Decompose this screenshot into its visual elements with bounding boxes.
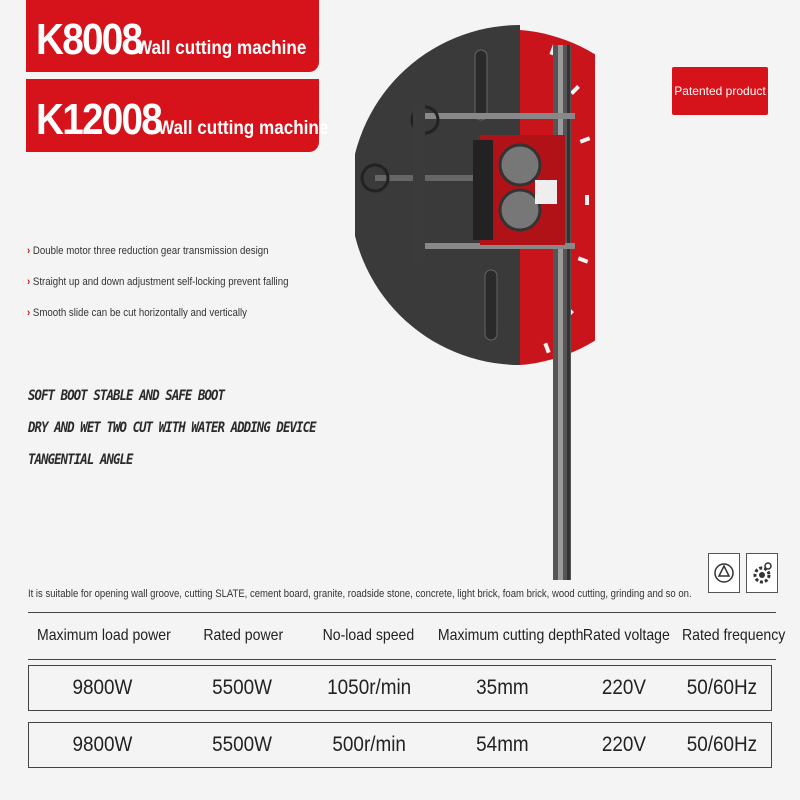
spec-value: 54mm [476, 733, 530, 756]
spec-value: 1050r/min [327, 676, 412, 699]
spec-value: 35mm [476, 676, 530, 699]
spec-value: 220V [602, 676, 647, 699]
gear-icon [746, 553, 778, 593]
spec-value: 500r/min [332, 733, 406, 756]
spec-header: Rated frequency [682, 627, 786, 644]
application-description: It is suitable for opening wall groove, cutting SLATE, cement board, granite, roadside stone, concrete, light brick, foam brick, wood cutting, grinding and so on. [28, 588, 692, 600]
highlight-item: DRY AND WET TWO CUT WITH WATER ADDING DEVICE [28, 420, 316, 436]
spec-value: 9800W [72, 676, 133, 699]
feature-item [27, 244, 288, 275]
spec-header: Maximum load power [37, 627, 171, 644]
feature-text: Smooth slide can be cut horizontally and vertically [32, 307, 248, 319]
spec-value: 9800W [72, 733, 133, 756]
spec-value: 50/60Hz [686, 733, 758, 756]
model-name: K8008 [36, 15, 142, 64]
feature-list [27, 244, 324, 337]
table-row [28, 665, 772, 711]
specs-header-row [28, 612, 786, 660]
patented-badge: Patented product [672, 67, 768, 115]
highlight-item: TANGENTIAL ANGLE [28, 452, 133, 468]
model-banner-k12008 [26, 79, 329, 152]
spec-header: Maximum cutting depth [438, 627, 584, 644]
highlight-item: SOFT BOOT STABLE AND SAFE BOOT [28, 388, 225, 404]
chevron-right-icon: › [27, 245, 31, 257]
spec-value: 5500W [211, 733, 272, 756]
model-name: K12008 [36, 95, 162, 144]
spec-header: Rated power [203, 627, 284, 644]
model-banner-k8008 [26, 0, 319, 72]
machine-label: Wall cutting machine [135, 38, 307, 59]
chevron-right-icon: › [27, 307, 31, 319]
feature-text: Straight up and down adjustment self-locking prevent falling [32, 276, 289, 288]
spec-value: 220V [602, 733, 647, 756]
chevron-right-icon: › [27, 276, 31, 288]
wall-cutting-machine-image [355, 25, 595, 585]
spec-header: No-load speed [323, 627, 415, 644]
highlight-list [28, 388, 355, 484]
feature-item [27, 306, 288, 337]
spec-value: 5500W [211, 676, 272, 699]
feature-text: Double motor three reduction gear transmission design [32, 245, 269, 257]
spec-header: Rated voltage [583, 627, 671, 644]
bell-icon [708, 553, 740, 593]
spec-value: 50/60Hz [686, 676, 758, 699]
feature-item [27, 275, 288, 306]
table-row [28, 722, 772, 768]
machine-label: Wall cutting machine [158, 118, 329, 139]
